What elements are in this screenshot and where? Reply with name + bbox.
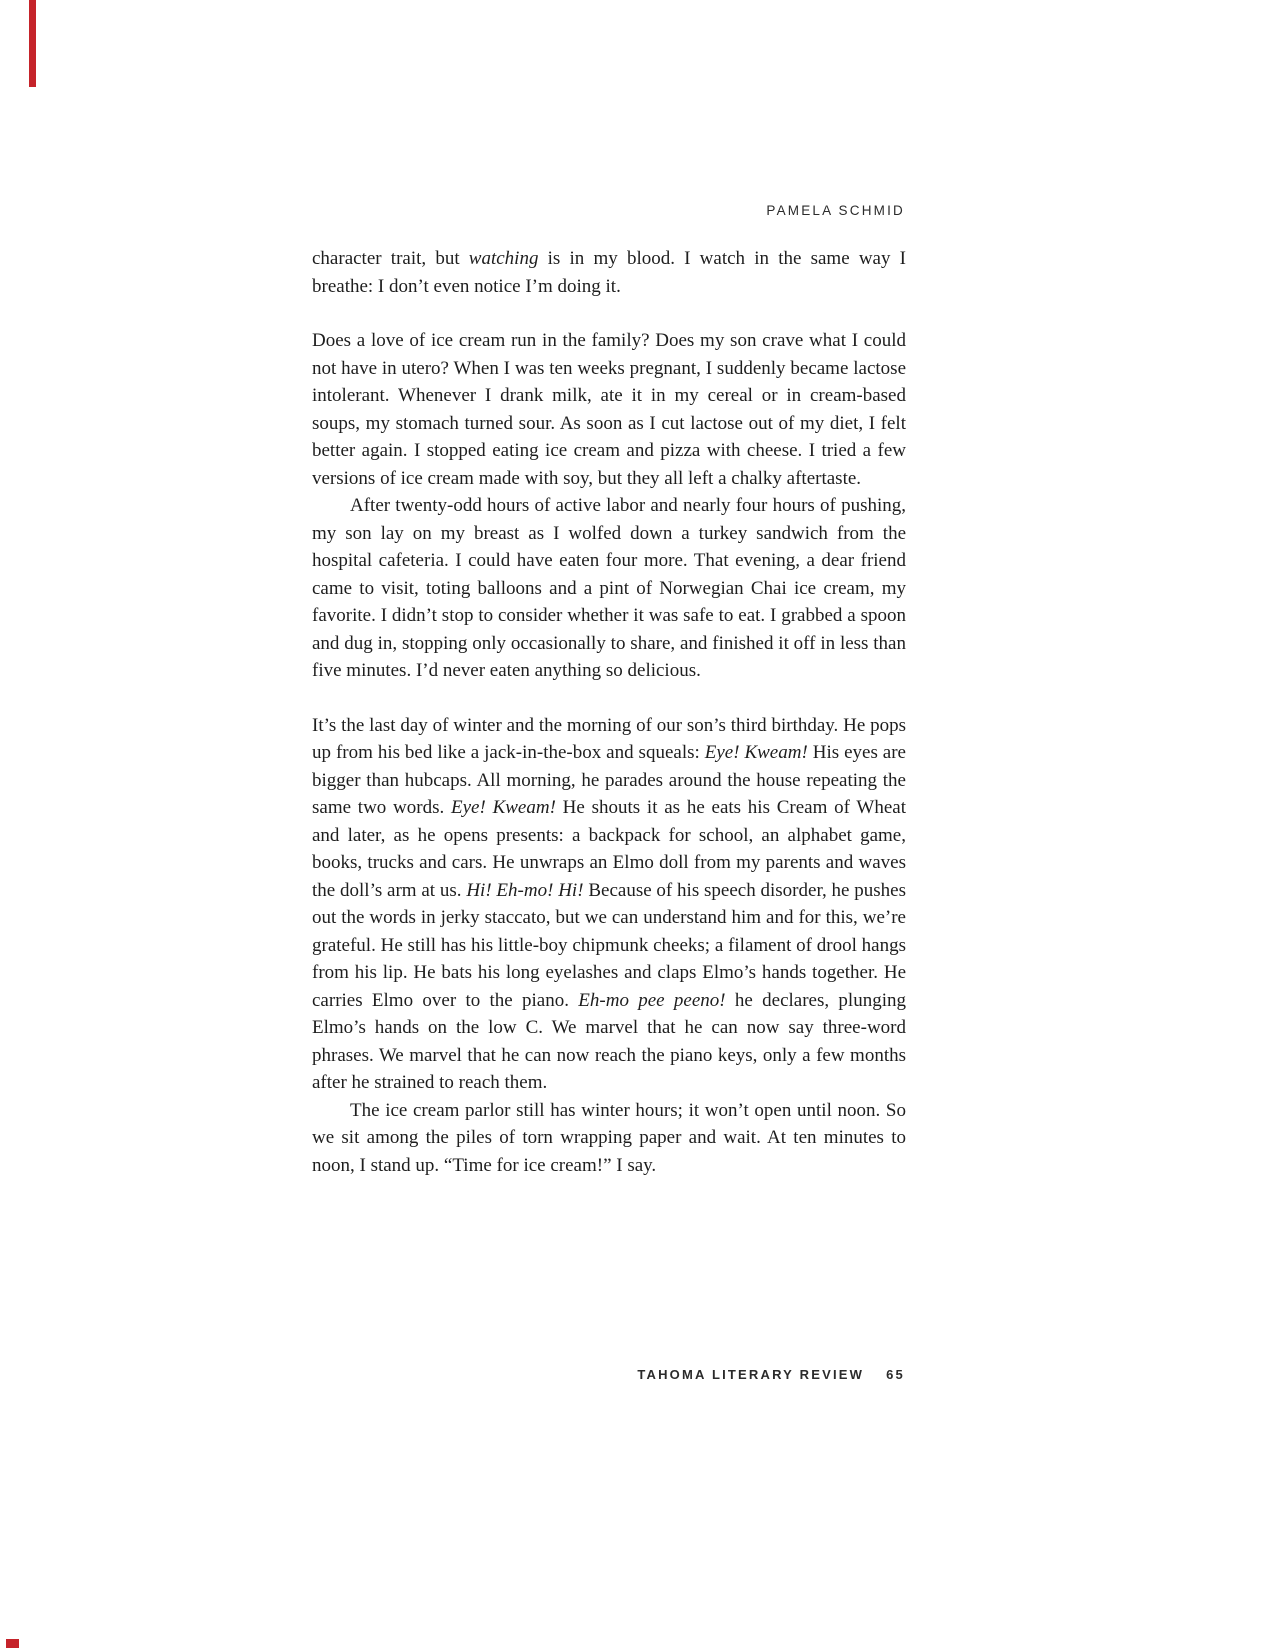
paragraph [312,1097,906,1180]
page-footer [637,1367,905,1382]
article-body [312,245,906,1179]
paragraph [312,327,906,492]
text-run: is in my blood. I watch in the same way I breathe: I don’t even notice I’m doing it. [312,248,906,297]
italic-text-run: Hi! Eh-mo! Hi! [466,879,584,901]
text-run: His eyes are bigger than hubcaps. All morning, he parades around the house repeating the same two words. [312,742,906,818]
text-run: The ice cream parlor still has winter hours; it won’t open until noon. So we sit among the piles of torn wrapping paper and wait. At ten minutes to noon, I stand up. “Time for ice cream!” I say. [312,1099,906,1176]
journal-name: TAHOMA LITERARY REVIEW [637,1367,865,1382]
red-registration-mark-top [29,0,36,87]
red-registration-mark-bottom [6,1639,19,1648]
page-number: 65 [886,1367,905,1382]
text-run: It’s the last day of winter and the morning of our son’s third birthday. He pops up from his bed like a jack-in-the-box and squeals: [312,714,906,763]
paragraph [312,245,906,300]
text-run: He shouts it as he eats his Cream of Wheat and later, as he opens presents: a backpack for school, an alphabet game, books, trucks and cars. He unwraps an Elmo doll from my parents and waves the doll’s arm at us. [312,797,906,901]
paragraph [312,492,906,685]
text-run: character trait, but [312,248,469,269]
text-run: he declares, plunging Elmo’s hands on the low C. We marvel that he can now say three-word phrases. We marvel that he can now reach the piano keys, only a few months after he strained to reach them. [312,989,906,1093]
italic-text-run: watching [468,248,539,269]
text-run: Does a love of ice cream run in the family? Does my son crave what I could not have in utero? When I was ten weeks pregnant, I suddenly became lactose intolerant. Whenever I drank milk, ate it in my cereal or in cream-based soups, my stomach turned sour. As soon as I cut lactose out of my diet, I felt better again. I stopped eating ice cream and pizza with cheese. I tried a few versions of ice cream made with soy, but they all left a chalky aftertaste. [312,330,906,489]
italic-text-run: Eye! Kweam! [704,742,808,763]
text-run: Because of his speech disorder, he pushes out the words in jerky staccato, but we can understand him and for this, we’re grateful. He still has his little-boy chipmunk cheeks; a filament of drool hangs from his lip. He bats his long eyelashes and claps Elmo’s hands together. He carries Elmo over to the piano. [312,879,906,1011]
author-running-header: PAMELA SCHMID [766,203,905,218]
italic-text-run: Eye! Kweam! [451,797,556,818]
paragraph [312,712,906,1097]
text-run: After twenty-odd hours of active labor and nearly four hours of pushing, my son lay on my breast as I wolfed down a turkey sandwich from the hospital cafeteria. I could have eaten four more. That evening, a dear friend came to visit, toting balloons and a pint of Norwegian Chai ice cream, my favorite. I didn’t stop to consider whether it was safe to eat. I grabbed a spoon and dug in, stopping only occasionally to share, and finished it off in less than five minutes. I’d never eaten anything so delicious. [312,495,906,681]
italic-text-run: Eh-mo pee peeno! [578,989,726,1011]
